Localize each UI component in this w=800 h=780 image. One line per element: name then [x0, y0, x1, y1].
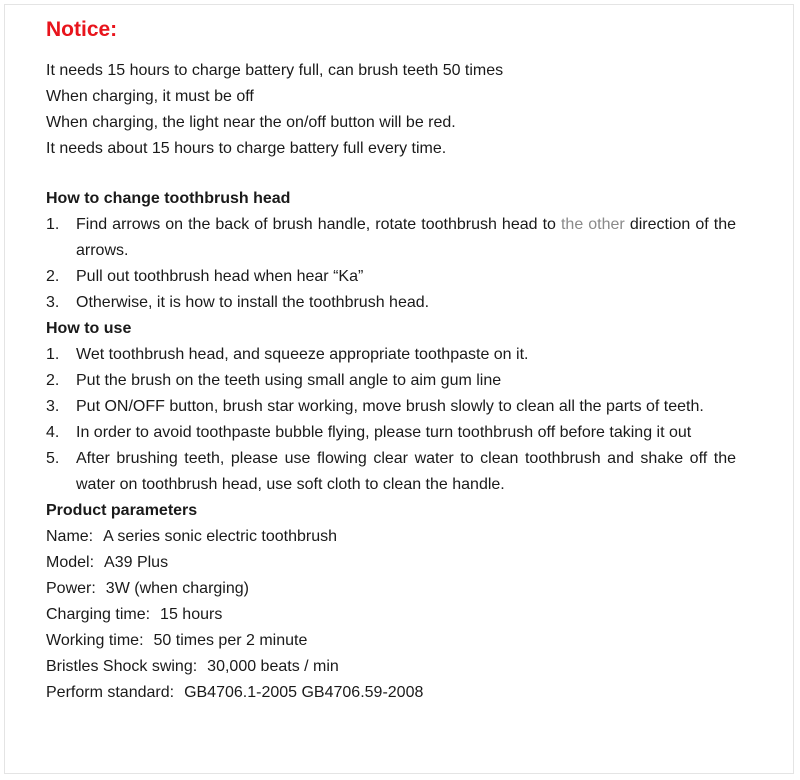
item-text [76, 212, 736, 264]
change-head-list [46, 212, 736, 316]
item-text: Put ON/OFF button, brush star working, move brush slowly to clean all the parts of teeth. [76, 398, 704, 415]
list-item [46, 446, 736, 498]
change-head-heading: How to change toothbrush head [46, 190, 291, 207]
item-number: 1. [46, 216, 60, 233]
param-row [46, 680, 736, 706]
param-value: 15 hours [160, 606, 223, 623]
param-row [46, 550, 736, 576]
change-head-section [46, 186, 736, 706]
param-value: A39 Plus [104, 554, 169, 571]
param-row [46, 524, 736, 550]
item-number: 1. [46, 346, 60, 363]
item-text: Put the brush on the teeth using small angle to aim gum line [76, 372, 502, 389]
notice-line: When charging, the light near the on/off button will be red. [46, 114, 456, 131]
notice-line: It needs about 15 hours to charge battery full every time. [46, 140, 447, 157]
item-number: 5. [46, 450, 60, 467]
item-number: 3. [46, 398, 60, 415]
param-row [46, 628, 736, 654]
param-row [46, 576, 736, 602]
list-item [46, 290, 736, 316]
notice-line: It needs 15 hours to charge battery full, can brush teeth 50 times [46, 62, 504, 79]
notice-lines [46, 58, 503, 162]
list-item [46, 212, 736, 264]
notice-title: Notice: [46, 18, 118, 41]
param-key: Perform standard: [46, 684, 175, 701]
list-item [46, 420, 736, 446]
param-row [46, 654, 736, 680]
item-text: After brushing teeth, please use flowing clear water to clean toothbrush and shake off the water on toothbrush head, use soft cloth to clean the handle. [76, 450, 736, 493]
param-key: Charging time: [46, 606, 151, 623]
param-value: A series sonic electric toothbrush [103, 528, 338, 545]
param-value: 30,000 beats / min [207, 658, 339, 675]
item-number: 2. [46, 372, 60, 389]
item-text-part: direction of the arrows. [76, 216, 737, 259]
item-text: Wet toothbrush head, and squeeze appropriate toothpaste on it. [76, 346, 529, 363]
item-number: 2. [46, 268, 60, 285]
param-value: 50 times per 2 minute [153, 632, 308, 649]
param-key: Working time: [46, 632, 144, 649]
list-item [46, 264, 736, 290]
item-text-part: Find arrows on the back of brush handle, rotate toothbrush head to [76, 216, 561, 233]
list-item [46, 394, 736, 420]
item-text: Pull out toothbrush head when hear “Ka” [76, 268, 364, 285]
param-value: GB4706.1-2005 GB4706.59-2008 [184, 684, 424, 701]
param-key: Name: [46, 528, 94, 545]
param-key: Power: [46, 580, 96, 597]
how-to-use-heading: How to use [46, 320, 132, 337]
notice-line: When charging, it must be off [46, 88, 254, 105]
item-number: 4. [46, 424, 60, 441]
item-text: Otherwise, it is how to install the toothbrush head. [76, 294, 430, 311]
item-text: In order to avoid toothpaste bubble flying, please turn toothbrush off before taking it out [76, 424, 692, 441]
param-key: Bristles Shock swing: [46, 658, 198, 675]
params-heading: Product parameters [46, 502, 198, 519]
how-to-use-list [46, 342, 736, 498]
item-number: 3. [46, 294, 60, 311]
param-key: Model: [46, 554, 95, 571]
param-row [46, 602, 736, 628]
param-value: 3W (when charging) [105, 580, 249, 597]
list-item [46, 342, 736, 368]
item-text-muted: the other [560, 216, 625, 233]
params-list [46, 524, 736, 706]
list-item [46, 368, 736, 394]
